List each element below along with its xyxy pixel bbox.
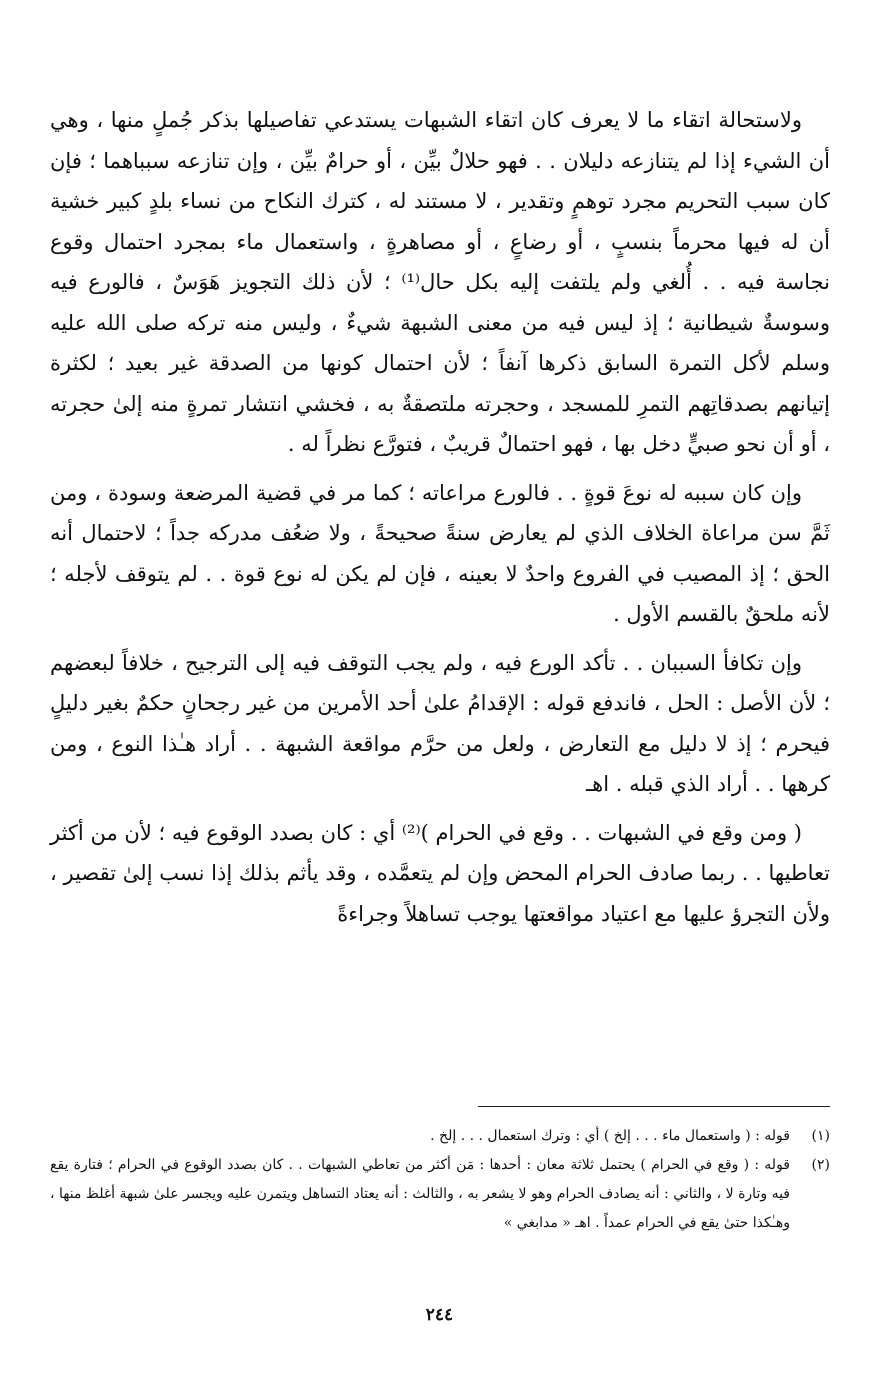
paragraph-3: وإن تكافأ السببان . . تأكد الورع فيه ، ولم يجب التوقف فيه إلى الترجيح ، خلافاً لبعضهم ؛ لأن الأصل : الحل ، فاندفع قوله : الإقدامُ علىٰ أحد الأمرين من غير رجحانٍ حكمٌ بغير دليلٍ فيحرم ؛ إذ لا دليل مع التعارض ، ولعل من حرَّم مواقعة الشبهة . . أراد هـٰذا النوع ، ومن كرهها . . أراد الذي قبله . اهـ bbox=[50, 650, 830, 796]
paragraph-4: ( ومن وقع في الشبهات . . وقع في الحرام )⁽²⁾ أي : كان بصدد الوقوع فيه ؛ لأن من أكثر تعاطيها . . ربما صادف الحرام المحض وإن لم يتعمَّده ، وقد يأثم بذلك إذا نسب إلىٰ تقصير ، ولأن التجرؤ عليها مع اعتياد مواقعتها يوجب تساهلاً وجراءةً bbox=[50, 820, 830, 926]
footnote-number: (١) bbox=[811, 1128, 830, 1144]
footnote-2 bbox=[50, 1151, 830, 1238]
main-text-block bbox=[50, 100, 830, 942]
footnote-text: قوله : ( واستعمال ماء . . . إلخ ) أي : وترك استعمال . . . إلخ . bbox=[430, 1128, 790, 1144]
footnotes-block bbox=[50, 1122, 830, 1238]
paragraph-2: وإن كان سببه له نوعَ قوةٍ . . فالورع مراعاته ؛ كما مر في قضية المرضعة وسودة ، ومن ثَمَّ سن مراعاة الخلاف الذي لم يعارض سنةً صحيحةً ، ولا ضعُف مدركه جداً ؛ لاحتمال أنه الحق ؛ إذ المصيب في الفروع واحدٌ لا بعينه ، فإن لم يكن له نوع قوة . . لم يتوقف لأجله ؛ لأنه ملحقٌ بالقسم الأول . bbox=[50, 480, 830, 626]
paragraph-1: ولاستحالة اتقاء ما لا يعرف كان اتقاء الشبهات يستدعي تفاصيلها بذكر جُملٍ منها ، وهي أن الشيء إذا لم يتنازعه دليلان . . فهو حلالٌ بيِّن ، أو حرامٌ بيِّن ، وإن تنازعه سبباهما ؛ فإن كان سبب التحريم مجرد توهمٍ وتقدير ، لا مستند له ، كترك النكاح من نساء بلدٍ كبير خشية أن له فيها محرماً بنسبٍ ، أو رضاعٍ ، أو مصاهرةٍ ، واستعمال ماء بمجرد احتمال وقوع نجاسة فيه . . أُلغي ولم يلتفت إليه بكل حال⁽¹⁾ ؛ لأن ذلك التجويز هَوَسٌ ، فالورع فيه وسوسةٌ شيطانية ؛ إذ ليس فيه من معنى الشبهة شيءٌ ، وليس منه تركه صلى الله عليه وسلم لأكل التمرة السابق ذكرها آنفاً ؛ لأن احتمال كونها من الصدقة غير بعيد ؛ لكثرة إتيانهم بصدقاتِهم التمرِ للمسجد ، وحجرته ملتصقةٌ به ، فخشي انتشار تمرةٍ منه إلىٰ حجرته ، أو أن نحو صبيٍّ دخل بها ، فهو احتمالٌ قريبٌ ، فتورَّع نظراً له . bbox=[50, 108, 830, 456]
footnote-text: قوله : ( وقع في الحرام ) يحتمل ثلاثة معان : أحدها : مَن أكثر من تعاطي الشبهات . . كان بصدد الوقوع في الحرام ؛ فتارة يقع فيه وتارة لا ، والثاني : أنه يصادف الحرام وهو لا يشعر به ، والثالث : أنه يعتاد التساهل ويتمرن عليه ويجسر علىٰ شبهة أغلظ منها ، وهـٰكذا حتىٰ يقع في الحرام عمداً . اهـ « مدابغي » bbox=[50, 1157, 790, 1231]
footnote-number: (٢) bbox=[811, 1157, 830, 1173]
footnote-1 bbox=[50, 1122, 830, 1151]
footnote-separator bbox=[478, 1106, 830, 1107]
page-number: ٢٤٤ bbox=[425, 1305, 454, 1325]
